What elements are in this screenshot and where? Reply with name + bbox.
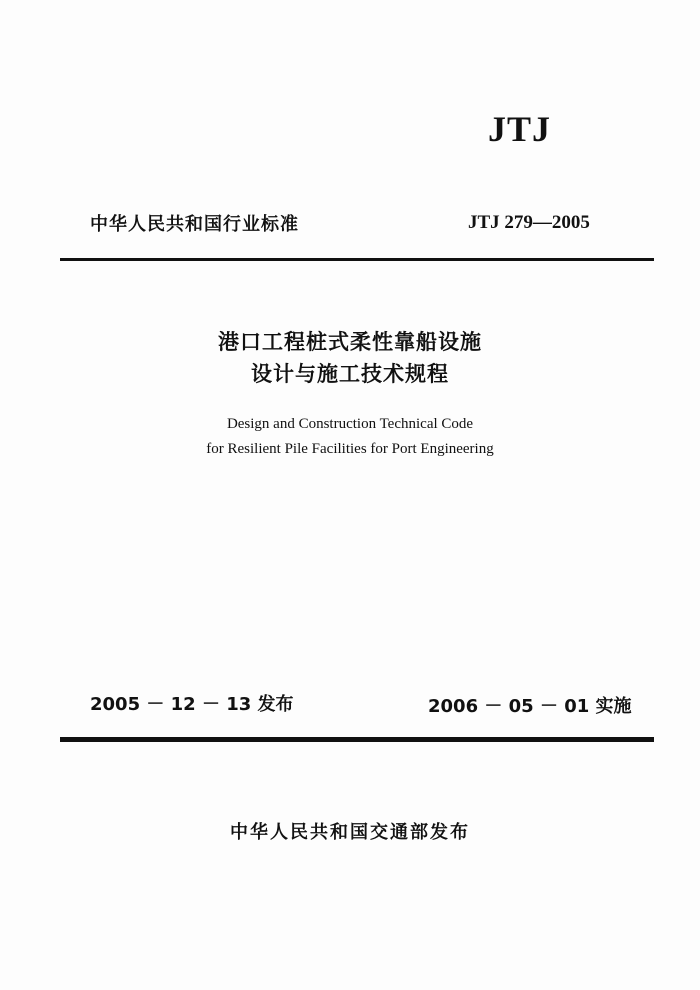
english-title-line-1: Design and Construction Technical Code xyxy=(226,416,474,432)
english-title-line-2: for Resilient Pile Facilities for Port Engineering xyxy=(206,441,494,457)
issuing-authority: 中华人民共和国交通部发布 xyxy=(230,822,470,843)
standard-number: JTJ 279—2005 xyxy=(468,212,590,233)
issue-date: 2005 － 12 － 13 发布 xyxy=(90,694,294,715)
bottom-divider xyxy=(60,737,654,742)
chinese-title xyxy=(0,326,700,390)
top-divider xyxy=(60,258,654,261)
english-title xyxy=(0,412,700,462)
standard-logo: JTJ xyxy=(488,109,552,149)
chinese-title-line-2: 设计与施工技术规程 xyxy=(251,362,449,386)
chinese-title-line-1: 港口工程桩式柔性靠船设施 xyxy=(218,330,482,354)
effective-date: 2006 － 05 － 01 实施 xyxy=(428,696,632,717)
standard-category: 中华人民共和国行业标准 xyxy=(90,214,299,235)
